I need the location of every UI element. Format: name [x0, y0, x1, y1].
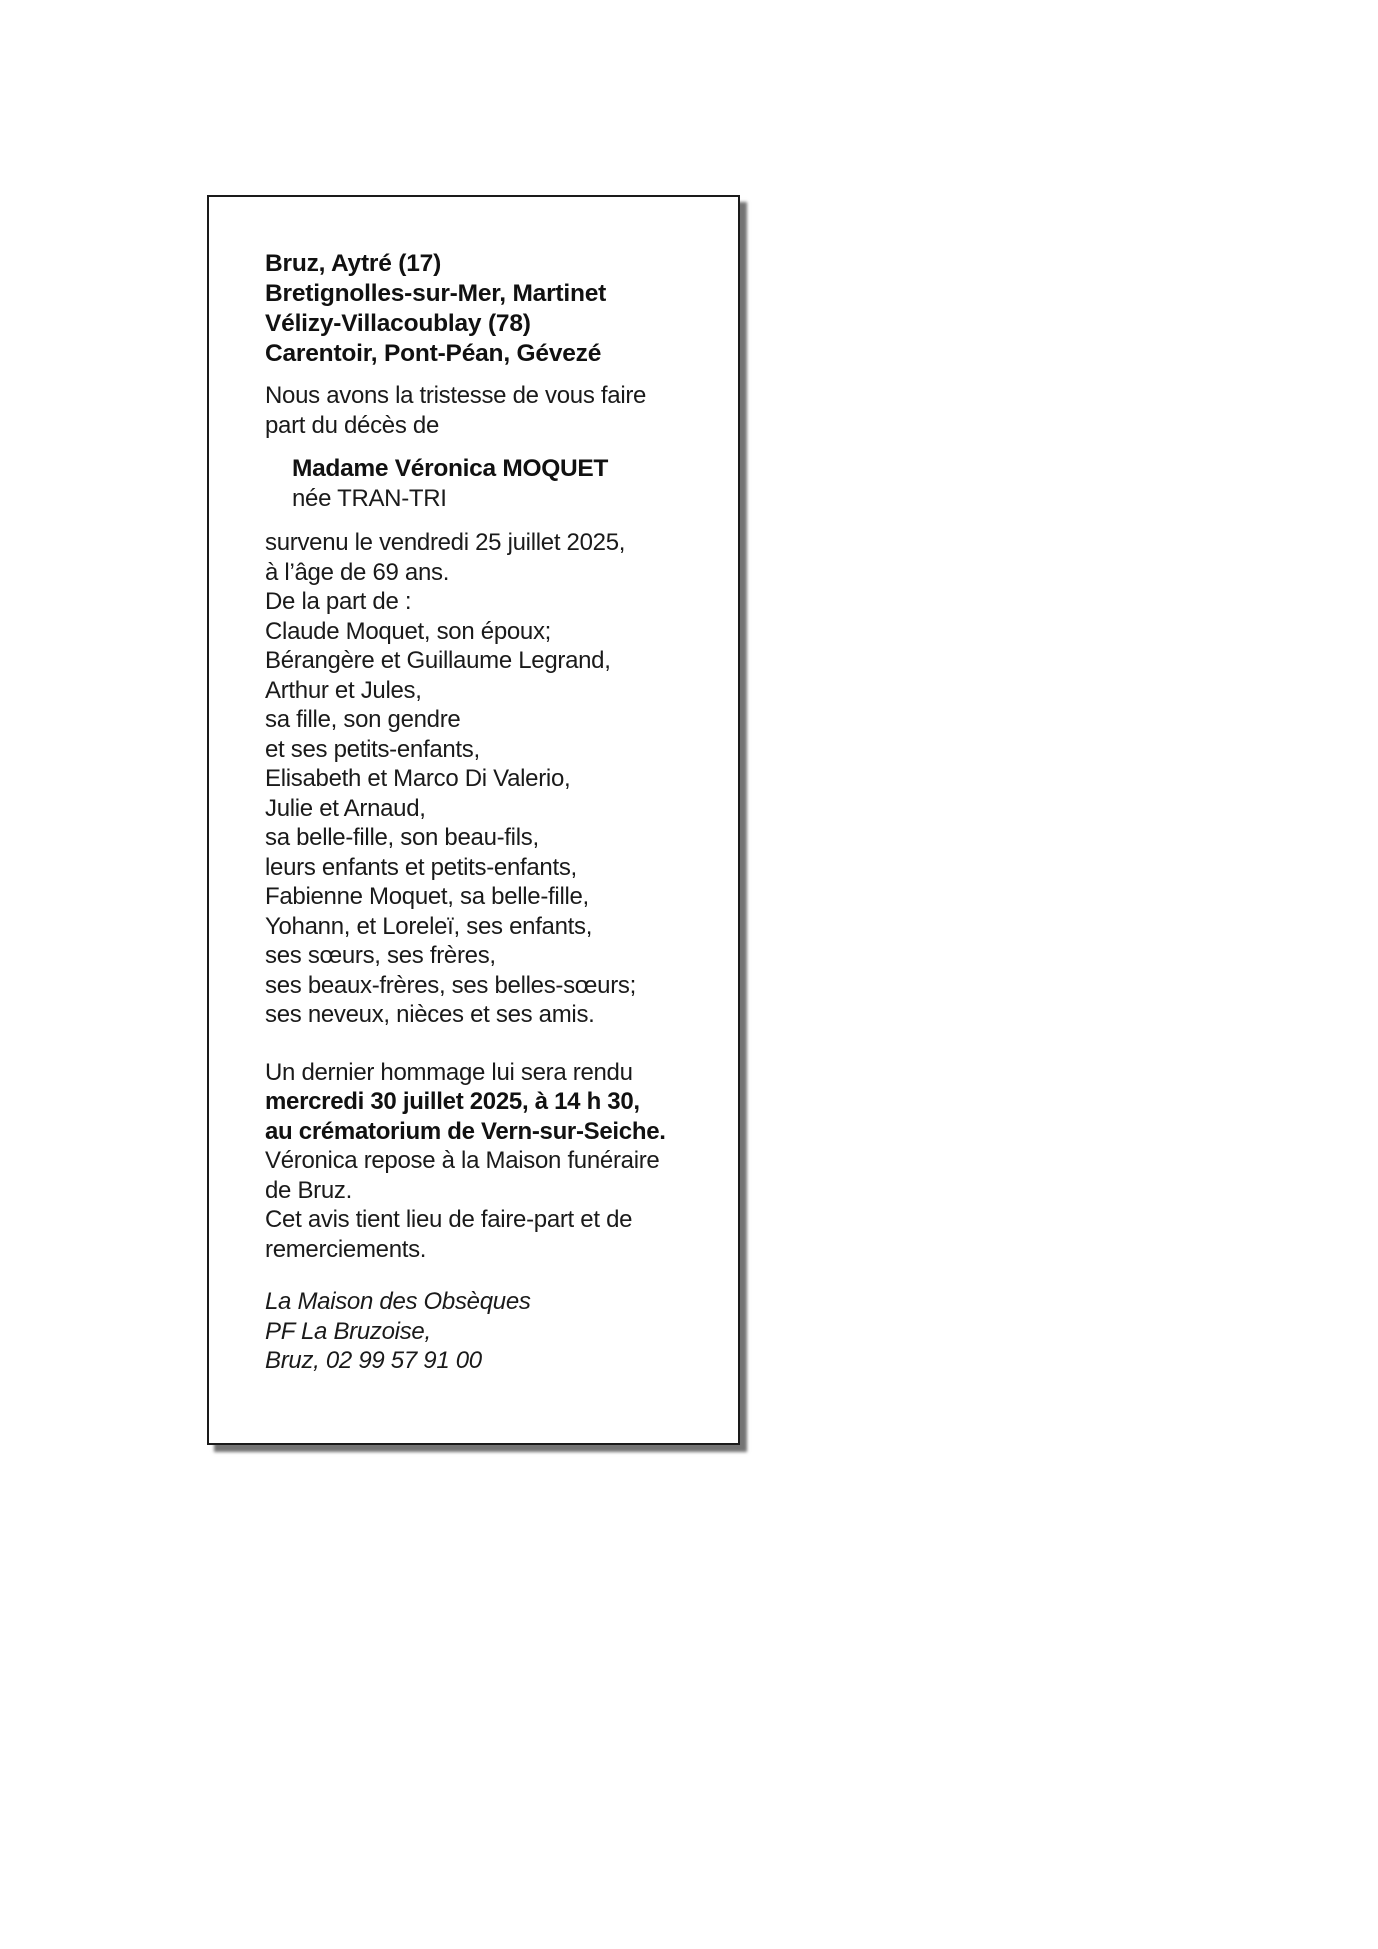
body-line: Bérangère et Guillaume Legrand,: [265, 647, 611, 674]
tribute-intro: Un dernier hommage lui sera rendu: [265, 1058, 633, 1086]
body-line: ses beaux-frères, ses belles-sœurs;: [265, 971, 636, 999]
body-line: survenu le vendredi 25 juillet 2025,: [265, 529, 626, 556]
body-line: Yohann, et Loreleï, ses enfants,: [265, 912, 593, 940]
place-line: Carentoir, Pont-Péan, Gévezé: [265, 340, 602, 367]
place-line: Bretignolles-sur-Mer, Martinet: [265, 280, 607, 307]
tribute-date: mercredi 30 juillet 2025, à 14 h 30,: [265, 1088, 640, 1115]
tribute-line: Véronica repose à la Maison funéraire: [265, 1147, 660, 1174]
tribute-block: [265, 1058, 715, 1265]
tribute-line: Cet avis tient lieu de faire-part et de: [265, 1206, 633, 1233]
place-line: Bruz, Aytré (17): [265, 250, 442, 277]
tribute-line: de Bruz.: [265, 1176, 352, 1204]
tribute-line: remerciements.: [265, 1235, 427, 1263]
body-line: sa fille, son gendre: [265, 706, 461, 733]
obituary-notice: [207, 195, 740, 1445]
family-list: [265, 528, 715, 1030]
funeral-home-signature: [265, 1287, 715, 1376]
tribute-place: au crématorium de Vern-sur-Seiche.: [265, 1117, 666, 1145]
deceased-name: Madame Véronica MOQUET: [292, 455, 609, 482]
body-line: Elisabeth et Marco Di Valerio,: [265, 765, 571, 792]
body-line: sa belle-fille, son beau-fils,: [265, 824, 539, 851]
intro-line: Nous avons la tristesse de vous faire: [265, 382, 647, 409]
signature-line: La Maison des Obsèques: [265, 1288, 531, 1315]
deceased-maiden-name: née TRAN-TRI: [292, 484, 447, 512]
body-line: Julie et Arnaud,: [265, 794, 426, 822]
signature-line: Bruz, 02 99 57 91 00: [265, 1347, 482, 1374]
place-line: Vélizy-Villacoublay (78): [265, 310, 531, 337]
intro-text: [265, 381, 715, 440]
body-line: De la part de :: [265, 588, 412, 615]
place-list: [265, 249, 715, 369]
signature-line: PF La Bruzoise,: [265, 1317, 431, 1345]
body-line: et ses petits-enfants,: [265, 735, 480, 763]
body-line: Fabienne Moquet, sa belle-fille,: [265, 883, 589, 910]
body-line: leurs enfants et petits-enfants,: [265, 853, 577, 881]
notice-content: [265, 249, 715, 1376]
body-line: Claude Moquet, son époux;: [265, 617, 552, 645]
body-line: à l’âge de 69 ans.: [265, 558, 450, 586]
intro-line: part du décès de: [265, 411, 439, 439]
body-line: ses neveux, nièces et ses amis.: [265, 1001, 595, 1028]
body-line: Arthur et Jules,: [265, 676, 422, 704]
body-line: ses sœurs, ses frères,: [265, 942, 496, 969]
deceased-block: [292, 454, 715, 513]
